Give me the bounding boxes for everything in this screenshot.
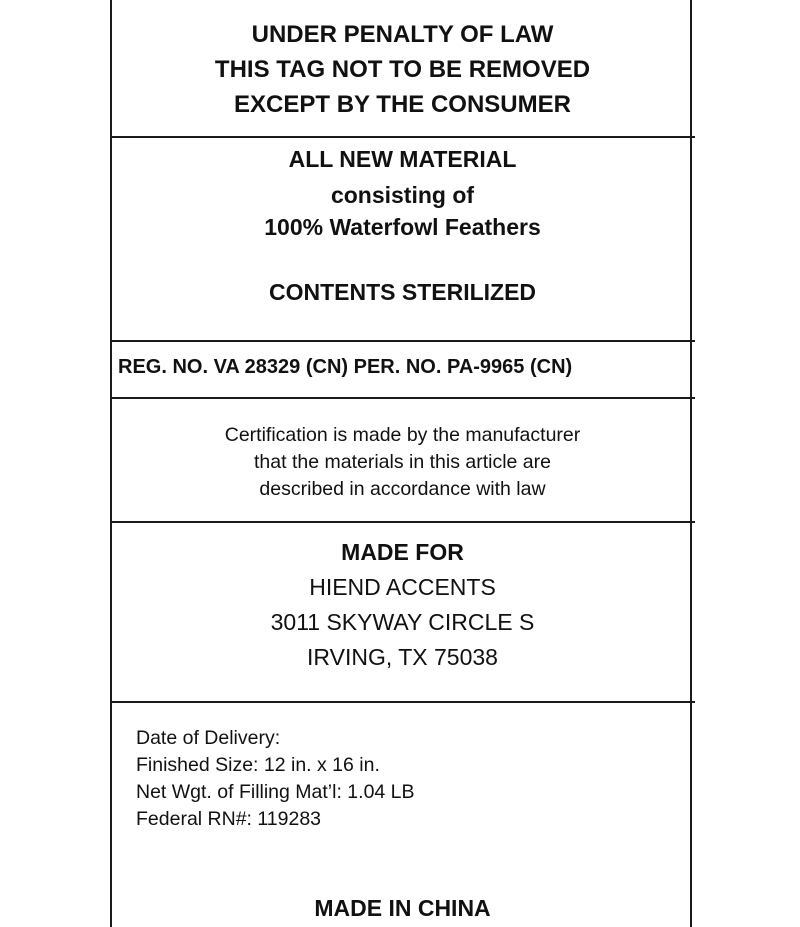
registration-number: REG. NO. VA 28329 (CN) PER. NO. PA-9965 (CN)	[118, 356, 573, 378]
net-weight: Net Wgt. of Filling Mat’l: 1.04 LB	[136, 781, 415, 803]
certification-line-2: that the materials in this article are	[254, 451, 551, 473]
date-of-delivery: Date of Delivery:	[136, 727, 281, 749]
material-content: 100% Waterfowl Feathers	[264, 214, 541, 240]
warning-line-3: EXCEPT BY THE CONSUMER	[234, 91, 571, 118]
finished-size: Finished Size: 12 in. x 16 in.	[136, 754, 380, 776]
made-for-heading: MADE FOR	[341, 539, 464, 565]
section-divider	[110, 521, 695, 523]
city-state-zip: IRVING, TX 75038	[307, 644, 498, 670]
company-name: HIEND ACCENTS	[309, 574, 496, 600]
warning-line-1: UNDER PENALTY OF LAW	[251, 21, 554, 48]
sterilized-notice: CONTENTS STERILIZED	[268, 279, 537, 305]
warning-line-2: THIS TAG NOT TO BE REMOVED	[214, 56, 591, 83]
section-divider	[110, 136, 695, 138]
section-divider	[110, 340, 695, 342]
federal-rn: Federal RN#: 119283	[136, 808, 322, 830]
certification-line-1: Certification is made by the manufacturer	[224, 424, 581, 446]
material-consisting: consisting of	[330, 182, 475, 208]
section-divider	[110, 397, 695, 399]
street-address: 3011 SKYWAY CIRCLE S	[270, 609, 535, 635]
country-of-origin: MADE IN CHINA	[314, 895, 491, 921]
section-divider	[110, 701, 695, 703]
material-heading: ALL NEW MATERIAL	[288, 146, 517, 172]
certification-line-3: described in accordance with law	[259, 478, 546, 500]
